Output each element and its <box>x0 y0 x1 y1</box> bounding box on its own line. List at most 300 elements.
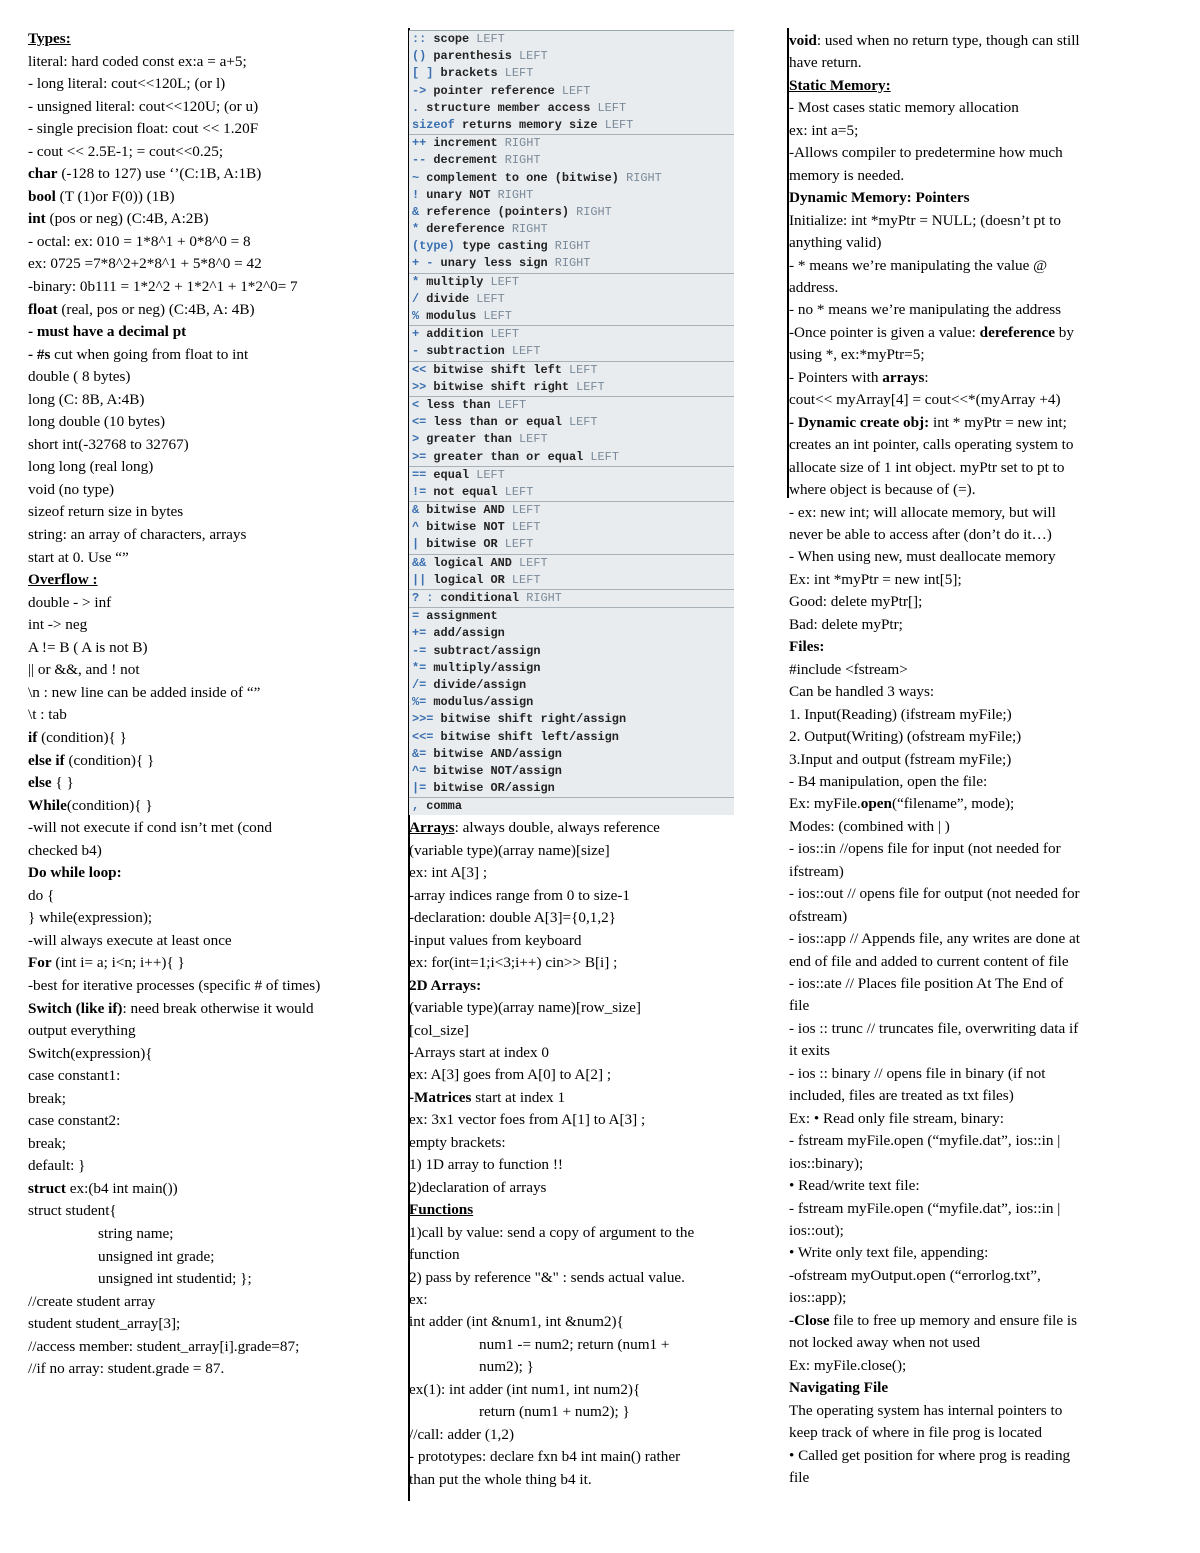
operator-row <box>409 677 734 694</box>
types-note-line: short int(-32768 to 32767) <box>28 435 189 453</box>
operator-associativity: LEFT <box>519 555 548 570</box>
memory-note-line: #include <fstream> <box>789 660 908 678</box>
memory-note-line: - Dynamic create obj: int * myPtr = new int; <box>789 413 1067 431</box>
operator-symbol: < <box>412 397 420 412</box>
operator-symbol: + - <box>412 256 434 271</box>
arrays-note-line: 2)declaration of arrays <box>409 1178 547 1196</box>
operator-row <box>409 170 734 187</box>
arrays-note-line: ex: A[3] goes from A[0] to A[2] ; <box>409 1066 612 1084</box>
operator-symbol: /= <box>412 677 427 692</box>
operator-associativity: LEFT <box>504 537 534 552</box>
operator-row <box>409 273 734 291</box>
operator-row <box>409 100 734 117</box>
memory-note-line: • Write only text file, appending: <box>789 1244 989 1262</box>
memory-note-line: Ex: myFile.open(“filename”, mode); <box>789 795 1015 813</box>
operator-name: bitwise AND <box>419 503 512 518</box>
memory-note-line: - ios::in //opens file for input (not needed for <box>789 840 1061 858</box>
types-note-line: if (condition){ } <box>28 728 127 746</box>
operator-symbol: & <box>412 503 420 518</box>
types-note-line: - long literal: cout<<120L; (or l) <box>28 75 226 93</box>
operator-row <box>409 152 734 169</box>
operator-name: modulus/assign <box>426 695 534 710</box>
operator-symbol: &= <box>412 746 427 761</box>
operator-symbol: ? : <box>412 591 434 605</box>
types-note-line: do { <box>28 886 55 904</box>
operator-name: dereference <box>419 222 512 237</box>
arrays-note-line: -array indices range from 0 to size-1 <box>409 886 630 904</box>
memory-note-line: ofstream) <box>789 907 848 925</box>
operator-row <box>409 308 734 325</box>
operator-associativity: LEFT <box>590 449 619 464</box>
types-note-line: literal: hard coded const ex:a = a+5; <box>28 52 247 70</box>
operator-symbol: (type) <box>412 239 455 254</box>
operator-symbol: ++ <box>412 136 427 151</box>
arrays-note-line: Functions <box>409 1201 474 1219</box>
operator-name: comma <box>419 799 462 814</box>
types-note-line: -binary: 0b111 = 1*2^2 + 1*2^1 + 1*2^0= 7 <box>28 278 298 296</box>
memory-note-line: - * means we’re manipulating the value @ <box>789 256 1048 274</box>
types-note-line: case constant2: <box>28 1112 121 1130</box>
operator-associativity: LEFT <box>476 467 505 482</box>
arrays-note-line: ex: int A[3] ; <box>409 864 488 882</box>
memory-note-line: it exits <box>789 1042 830 1060</box>
arrays-note-line: -input values from keyboard <box>409 931 582 949</box>
operator-associativity: LEFT <box>511 344 541 359</box>
operator-name: greater than or equal <box>426 449 591 464</box>
arrays-note-line: 2) pass by reference "&" : sends actual value. <box>409 1268 685 1286</box>
memory-note-line: - fstream myFile.open (“myfile.dat”, ios::in | <box>789 1132 1061 1150</box>
operator-name: increment <box>426 136 505 151</box>
operator-symbol: >>= <box>412 712 434 727</box>
memory-note-line: have return. <box>789 54 862 72</box>
operator-associativity: LEFT <box>569 415 598 430</box>
operator-name: bitwise OR <box>419 537 505 552</box>
operator-symbol: >= <box>412 449 427 464</box>
operator-row <box>409 746 734 763</box>
memory-note-line: using *, ex:*myPtr=5; <box>789 346 925 364</box>
operator-row <box>409 343 734 360</box>
operator-row <box>409 204 734 221</box>
types-note-line: Do while loop: <box>28 864 122 882</box>
memory-note-line: - Pointers with arrays: <box>789 368 929 386</box>
operator-name: not equal <box>426 484 505 499</box>
memory-note-line: Can be handled 3 ways: <box>789 683 935 701</box>
memory-note-line: end of file and added to current content of file <box>789 952 1069 970</box>
memory-note-line: where object is because of (=). <box>789 481 976 499</box>
types-note-line: long (C: 8B, A:4B) <box>28 390 145 408</box>
memory-note-line: Dynamic Memory: Pointers <box>789 189 970 207</box>
memory-note-line: Navigating File <box>789 1379 889 1397</box>
operator-symbol: * <box>412 222 420 237</box>
operator-associativity: LEFT <box>497 397 527 412</box>
types-note-line: Switch(expression){ <box>28 1044 153 1062</box>
memory-note-line: -Close file to free up memory and ensure file is <box>789 1311 1078 1329</box>
operator-name: decrement <box>426 153 505 168</box>
operator-row <box>409 711 734 728</box>
operator-row <box>409 325 734 343</box>
operator-row <box>409 449 734 466</box>
operator-associativity: RIGHT <box>626 170 662 185</box>
types-note-line: -best for iterative processes (specific # of times) <box>28 976 321 994</box>
memory-note-line: - ios::out // opens file for output (not needed for <box>789 885 1080 903</box>
types-note-line: Types: <box>28 30 71 47</box>
operator-row <box>409 466 734 484</box>
types-note-line: } while(expression); <box>28 909 153 927</box>
operator-row <box>409 694 734 711</box>
operator-symbol: <= <box>412 415 427 430</box>
operator-row <box>409 763 734 780</box>
arrays-note-line: -declaration: double A[3]={0,1,2} <box>409 909 617 927</box>
types-note-line: - octal: ex: 010 = 1*8^1 + 0*8^0 = 8 <box>28 232 251 250</box>
types-note-line: //access member: student_array[i].grade=87; <box>28 1337 300 1355</box>
memory-note-line: ifstream) <box>789 862 844 880</box>
arrays-note-line: Arrays: always double, always reference <box>409 819 660 837</box>
operator-symbol: - <box>412 344 420 359</box>
operator-row <box>409 396 734 414</box>
types-note-line: long double (10 bytes) <box>28 413 166 431</box>
operator-row <box>409 797 734 815</box>
operator-associativity: LEFT <box>561 83 591 98</box>
operator-row <box>409 519 734 536</box>
operator-name: add/assign <box>426 626 505 641</box>
memory-note-line: Ex: int *myPtr = new int[5]; <box>789 570 962 588</box>
memory-note-line: file <box>789 1469 810 1486</box>
operator-symbol: | <box>412 537 420 552</box>
operator-row <box>409 625 734 642</box>
operator-associativity: LEFT <box>476 32 505 46</box>
operator-associativity: LEFT <box>511 520 541 535</box>
types-note-line: \t : tab <box>28 706 67 724</box>
types-note-line: output everything <box>28 1022 136 1040</box>
operator-name: scope <box>426 32 477 46</box>
types-note-line: string name; <box>98 1224 174 1242</box>
memory-note-line: ios::out); <box>789 1222 844 1240</box>
types-note-line: long long (real long) <box>28 458 154 476</box>
types-note-line: A != B ( A is not B) <box>28 638 148 656</box>
memory-note-line: -Once pointer is given a value: dereference by <box>789 323 1074 341</box>
operator-name: bitwise shift left <box>426 362 569 377</box>
memory-note-line: included, files are treated as txt files) <box>789 1087 1014 1105</box>
types-note-line: char (-128 to 127) use ‘’(C:1B, A:1B) <box>28 165 262 183</box>
operator-symbol: += <box>412 626 427 641</box>
operator-symbol: . <box>412 100 420 115</box>
operator-symbol: ~ <box>412 170 420 185</box>
operator-name: bitwise OR/assign <box>426 781 555 796</box>
types-note-line: case constant1: <box>28 1067 121 1085</box>
operator-name: bitwise NOT <box>419 520 512 535</box>
operator-associativity: LEFT <box>504 484 534 499</box>
operator-symbol: () <box>412 49 427 64</box>
operator-symbol: * <box>412 274 420 289</box>
memory-note-line: allocate size of 1 int object. myPtr set to pt to <box>789 458 1065 476</box>
operator-row <box>409 291 734 308</box>
types-note-line: else { } <box>28 774 74 792</box>
types-note-line: //create student array <box>28 1292 156 1310</box>
arrays-note-line: (variable type)(array name)[size] <box>409 841 610 859</box>
memory-note-line: 3.Input and output (fstream myFile;) <box>789 750 1012 768</box>
arrays-note-line: 2D Arrays: <box>409 976 482 994</box>
arrays-note-line: -Arrays start at index 0 <box>409 1043 550 1061</box>
operator-name: pointer reference <box>426 83 562 98</box>
types-note-line: void (no type) <box>28 480 115 498</box>
operator-name: divide/assign <box>426 677 527 692</box>
memory-note-line: - ios :: binary // opens file in binary (if not <box>789 1064 1046 1082</box>
operator-symbol: ! <box>412 187 420 202</box>
operator-associativity: RIGHT <box>526 591 562 605</box>
arrays-note-line: 1)call by value: send a copy of argument to the <box>409 1223 695 1241</box>
operator-name: unary less sign <box>433 256 555 271</box>
types-note-line: bool (T (1)or F(0)) (1B) <box>28 187 175 205</box>
operator-symbol: [ ] <box>412 66 434 81</box>
operator-row <box>409 536 734 553</box>
memory-note-line: Ex: • Read only file stream, binary: <box>789 1109 1004 1127</box>
memory-note-line: - ios::app // Appends file, any writes are done at <box>789 930 1081 948</box>
types-note-line: break; <box>28 1089 66 1107</box>
types-note-line: start at 0. Use “” <box>28 548 129 566</box>
operator-symbol: % <box>412 309 420 323</box>
memory-note-line: Files: <box>789 638 825 656</box>
operator-symbol: :: <box>412 32 427 46</box>
operator-name: type casting <box>454 239 555 254</box>
types-note-line: - #s cut when going from float to int <box>28 345 249 363</box>
operator-symbol: -> <box>412 83 427 98</box>
types-note-line: -will always execute at least once <box>28 931 232 949</box>
operator-name: multiply <box>419 274 491 289</box>
operator-name: bitwise shift left/assign <box>433 729 619 744</box>
memory-note-line: anything valid) <box>789 234 882 252</box>
memory-note-line: Good: delete myPtr[]; <box>789 593 923 611</box>
column-memory-files <box>789 30 1179 1489</box>
operator-name: divide <box>419 291 477 306</box>
operator-row <box>409 729 734 746</box>
memory-note-line: keep track of where in file prog is located <box>789 1424 1043 1442</box>
operator-associativity: LEFT <box>569 362 598 377</box>
operator-associativity: LEFT <box>504 66 534 81</box>
column-types-control-flow <box>28 28 403 1381</box>
operator-name: logical OR <box>426 572 512 587</box>
types-note-line: double - > inf <box>28 593 112 611</box>
operator-name: multiply/assign <box>426 660 541 675</box>
operator-row <box>409 554 734 572</box>
operator-symbol: ^= <box>412 763 427 778</box>
operator-name: bitwise shift right <box>426 379 577 394</box>
memory-note-line: cout<< myArray[4] = cout<<*(myArray +4) <box>789 391 1061 409</box>
types-note-line: unsigned int grade; <box>98 1247 215 1265</box>
memory-note-line: 1. Input(Reading) (ifstream myFile;) <box>789 705 1012 723</box>
operator-symbol: >> <box>412 379 427 394</box>
operator-row <box>409 643 734 660</box>
operator-associativity: RIGHT <box>504 136 541 151</box>
arrays-note-line: ex: 3x1 vector foes from A[1] to A[3] ; <box>409 1111 646 1129</box>
arrays-note-line: ex: <box>409 1290 428 1308</box>
operator-symbol: sizeof <box>412 117 455 132</box>
operator-name: bitwise shift right/assign <box>433 712 627 727</box>
operator-row <box>409 83 734 100</box>
operator-symbol: / <box>412 291 420 306</box>
operator-symbol: <<= <box>412 729 434 744</box>
memory-note-line: creates an int pointer, calls operating system to <box>789 436 1074 454</box>
operator-symbol: && <box>412 555 427 570</box>
operator-name: reference (pointers) <box>419 204 577 219</box>
types-note-line: default: } <box>28 1157 86 1175</box>
operator-name: unary NOT <box>419 187 498 202</box>
types-note-line: int (pos or neg) (C:4B, A:2B) <box>28 210 209 228</box>
memory-note-line: not locked away when not used <box>789 1334 981 1352</box>
arrays-note-line: //call: adder (1,2) <box>409 1425 514 1443</box>
operator-associativity: LEFT <box>490 327 520 342</box>
operator-precedence-table <box>409 30 734 815</box>
operator-name: brackets <box>433 66 505 81</box>
operator-associativity: LEFT <box>576 379 605 394</box>
memory-note-line: Modes: (combined with | ) <box>789 817 950 835</box>
types-note-line: For (int i= a; i<n; i++){ } <box>28 954 185 972</box>
operator-associativity: LEFT <box>483 309 512 323</box>
operator-symbol: |= <box>412 781 427 796</box>
types-note-line: sizeof return size in bytes <box>28 503 184 521</box>
operator-associativity: LEFT <box>519 49 548 64</box>
arrays-note-line: function <box>409 1246 460 1264</box>
memory-note-line: Bad: delete myPtr; <box>789 615 903 633</box>
operator-row <box>409 48 734 65</box>
types-note-line: else if (condition){ } <box>28 751 155 769</box>
operator-name: parenthesis <box>426 49 520 64</box>
operator-symbol: & <box>412 204 420 219</box>
types-note-line: struct ex:(b4 int main()) <box>28 1179 178 1197</box>
memory-note-line: Ex: myFile.close(); <box>789 1356 907 1374</box>
memory-note-line: ex: int a=5; <box>789 121 859 139</box>
operator-symbol: -- <box>412 153 427 168</box>
memory-note-line: - fstream myFile.open (“myfile.dat”, ios::in | <box>789 1199 1061 1217</box>
operator-name: subtraction <box>419 344 512 359</box>
memory-note-line: - no * means we’re manipulating the address <box>789 301 1062 319</box>
arrays-note-line: return (num1 + num2); } <box>479 1403 630 1421</box>
types-note-line: Switch (like if): need break otherwise it would <box>28 999 314 1017</box>
types-note-line: checked b4) <box>28 841 102 859</box>
memory-note-line: - When using new, must deallocate memory <box>789 548 1056 566</box>
operator-name: less than <box>419 397 498 412</box>
operator-symbol: > <box>412 432 420 447</box>
operator-row <box>409 379 734 396</box>
arrays-note-line: ex: for(int=1;i<3;i++) cin>> B[i] ; <box>409 954 618 972</box>
types-note-line: student student_array[3]; <box>28 1315 181 1333</box>
operator-name: addition <box>419 327 491 342</box>
operator-row <box>409 660 734 677</box>
arrays-note-line: (variable type)(array name)[row_size] <box>409 999 641 1017</box>
operator-symbol: + <box>412 327 420 342</box>
types-note-line: int -> neg <box>28 616 88 634</box>
types-note-line: unsigned int studentid; }; <box>98 1270 252 1288</box>
memory-note-line: address. <box>789 278 839 296</box>
operator-symbol: != <box>412 484 427 499</box>
operator-symbol: = <box>412 609 420 624</box>
operator-associativity: LEFT <box>490 274 520 289</box>
operator-row <box>409 255 734 272</box>
column-operators-arrays-functions <box>409 30 789 1491</box>
memory-note-line: never be able to access after (don’t do it…) <box>789 525 1052 543</box>
operator-associativity: LEFT <box>511 503 541 518</box>
arrays-note-line: 1) 1D array to function !! <box>409 1156 563 1174</box>
types-note-line: //if no array: student.grade = 87. <box>28 1360 225 1378</box>
memory-note-line: Initialize: int *myPtr = NULL; (doesn’t pt to <box>789 211 1061 229</box>
operator-row <box>409 187 734 204</box>
operator-name: less than or equal <box>426 415 569 430</box>
memory-note-line: - ex: new int; will allocate memory, but will <box>789 503 1056 521</box>
operator-row <box>409 361 734 379</box>
types-note-line: struct student{ <box>28 1202 117 1220</box>
operator-associativity: LEFT <box>511 572 541 587</box>
operator-symbol: *= <box>412 660 427 675</box>
operator-associativity: RIGHT <box>511 222 548 237</box>
arrays-note-line: [col_size] <box>409 1021 469 1039</box>
memory-note-line: - ios :: trunc // truncates file, overwriting data if <box>789 1019 1079 1037</box>
arrays-note-line: - prototypes: declare fxn b4 int main() rather <box>409 1448 681 1466</box>
types-note-line: - cout << 2.5E-1; = cout<<0.25; <box>28 142 224 160</box>
operator-associativity: LEFT <box>519 432 548 447</box>
memory-note-line: memory is needed. <box>789 166 905 184</box>
operator-name: subtract/assign <box>426 643 541 658</box>
memory-note-line: ios::binary); <box>789 1154 864 1172</box>
types-note-line: \n : new line can be added inside of “” <box>28 683 261 701</box>
operator-associativity: LEFT <box>597 100 627 115</box>
operator-symbol: , <box>412 799 420 814</box>
types-note-line: || or &&, and ! not <box>28 661 140 679</box>
types-note-line: ex: 0725 =7*8^2+2*8^1 + 5*8^0 = 42 <box>28 255 262 273</box>
operator-row <box>409 414 734 431</box>
operator-row <box>409 501 734 519</box>
types-note-line: break; <box>28 1134 66 1152</box>
operator-symbol: ^ <box>412 520 420 535</box>
memory-note-line: -ofstream myOutput.open (“errorlog.txt”, <box>789 1266 1041 1284</box>
operator-name: equal <box>426 467 477 482</box>
operator-row <box>409 65 734 82</box>
memory-note-line: -Allows compiler to predetermine how much <box>789 144 1063 162</box>
operator-name: bitwise NOT/assign <box>426 763 562 778</box>
operator-name: complement to one (bitwise) <box>419 170 627 185</box>
arrays-note-line: than put the whole thing b4 it. <box>409 1470 592 1488</box>
memory-note-line: - ios::ate // Places file position At The End of <box>789 975 1064 993</box>
operator-row <box>409 134 734 152</box>
operator-associativity: LEFT <box>604 117 634 132</box>
operator-name: bitwise AND/assign <box>426 746 562 761</box>
operator-symbol: -= <box>412 643 427 658</box>
arrays-note-line: num1 -= num2; return (num1 + <box>479 1335 670 1353</box>
operator-row <box>409 572 734 589</box>
operator-associativity: RIGHT <box>497 187 534 202</box>
operator-row <box>409 484 734 501</box>
operator-symbol: << <box>412 362 427 377</box>
operator-row <box>409 607 734 625</box>
operator-name: modulus <box>419 309 484 323</box>
operator-row <box>409 117 734 134</box>
operator-row <box>409 589 734 607</box>
operator-name: assignment <box>419 609 498 624</box>
types-note-line: - must have a decimal pt <box>28 323 187 341</box>
operator-row <box>409 780 734 797</box>
operator-symbol: || <box>412 572 427 587</box>
memory-note-line: file <box>789 997 810 1015</box>
operator-name: conditional <box>433 591 527 605</box>
types-note-line: - unsigned literal: cout<<120U; (or u) <box>28 97 259 115</box>
operator-row <box>409 238 734 255</box>
arrays-note-line: num2); } <box>479 1358 534 1376</box>
arrays-note-line: int adder (int &num1, int &num2){ <box>409 1313 624 1331</box>
operator-name: logical AND <box>426 555 520 570</box>
types-note-line: float (real, pos or neg) (C:4B, A: 4B) <box>28 300 255 318</box>
types-note-line: While(condition){ } <box>28 796 153 814</box>
memory-note-line: The operating system has internal pointers to <box>789 1401 1063 1419</box>
operator-associativity: RIGHT <box>554 239 591 254</box>
operator-row <box>409 31 734 48</box>
